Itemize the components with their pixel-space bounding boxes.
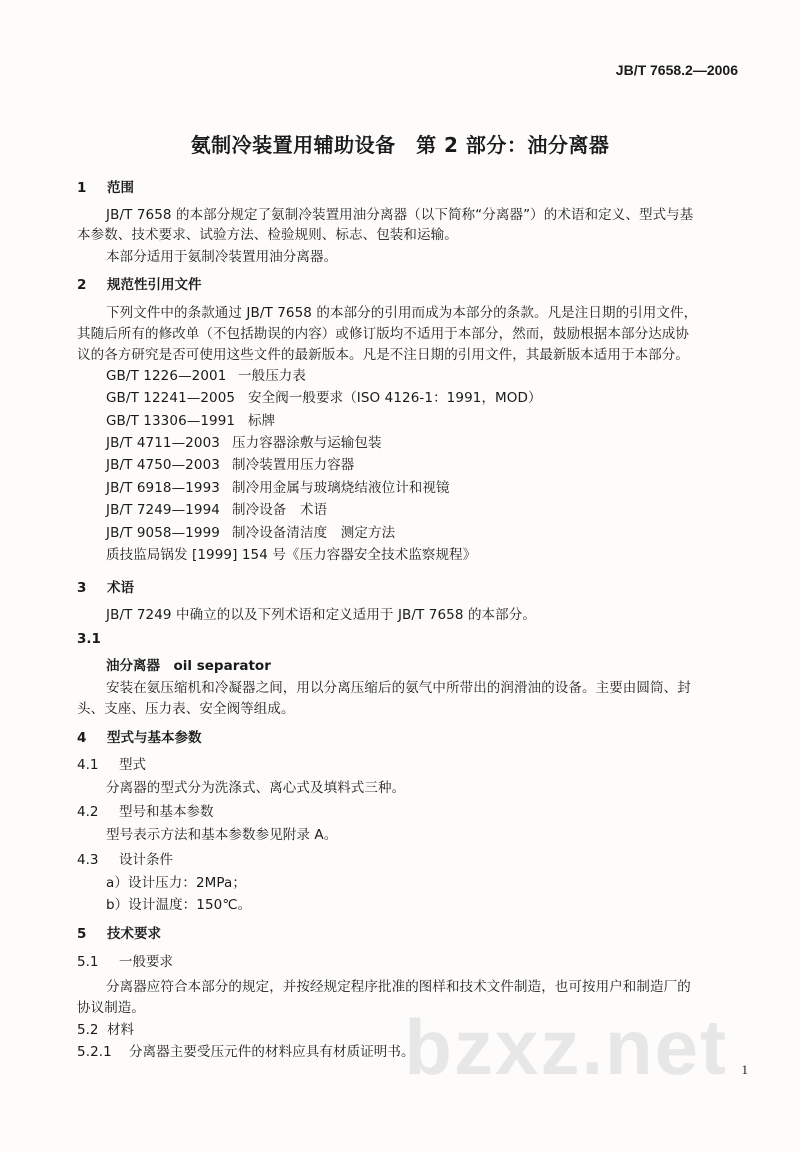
section-5-1-heading: 5.1 一般要求 <box>77 954 173 970</box>
reference-item: JB/T 4711—2003 压力容器涂敷与运输包装 <box>106 435 382 451</box>
section-2-para-1: 下列文件中的条款通过 JB/T 7658 的本部分的引用而成为本部分的条款。凡是注日期的引用文件， <box>106 305 698 321</box>
section-4-2-para: 型号表示方法和基本参数参见附录 A。 <box>106 827 338 843</box>
section-2-para-1-cont: 其随后所有的修改单（不包括勘误的内容）或修订版均不适用于本部分，然而，鼓励根据本部分达成协 <box>77 326 689 342</box>
section-3-heading: 3 术语 <box>77 580 134 596</box>
section-1-heading: 1 范围 <box>77 180 134 196</box>
reference-item-regulation: 质技监局锅发 [1999] 154 号《压力容器安全技术监察规程》 <box>106 547 477 563</box>
section-4-heading: 4 型式与基本参数 <box>77 730 202 746</box>
section-5-1-para-cont: 协议制造。 <box>77 1000 145 1016</box>
reference-item: GB/T 13306—1991 标牌 <box>106 413 276 429</box>
design-temperature: b）设计温度：150℃。 <box>106 897 252 913</box>
reference-item: GB/T 1226—2001 一般压力表 <box>106 368 306 384</box>
section-3-para-1: JB/T 7249 中确立的以及下列术语和定义适用于 JB/T 7658 的本部分。 <box>106 607 536 623</box>
section-4-1-heading: 4.1 型式 <box>77 757 146 773</box>
document-title: 氨制冷装置用辅助设备 第 2 部分：油分离器 <box>190 133 610 157</box>
section-2-heading: 2 规范性引用文件 <box>77 277 202 293</box>
section-4-3-heading: 4.3 设计条件 <box>77 852 173 868</box>
standard-code: JB/T 7658.2—2006 <box>615 62 738 78</box>
section-5-2-heading: 5.2 材料 <box>77 1022 134 1038</box>
watermark: bzxz.net <box>404 1003 728 1091</box>
page-number: 1 <box>741 1062 748 1077</box>
term-oil-separator: 油分离器 oil separator <box>106 658 271 674</box>
term-definition: 安装在氨压缩机和冷凝器之间，用以分离压缩后的氨气中所带出的润滑油的设备。主要由圆筒、封 <box>106 680 691 696</box>
section-4-2-heading: 4.2 型号和基本参数 <box>77 804 214 820</box>
section-1-para-1-cont: 本参数、技术要求、试验方法、检验规则、标志、包装和运输。 <box>77 227 458 243</box>
term-definition-cont: 头、支座、压力表、安全阀等组成。 <box>77 701 295 717</box>
reference-item: JB/T 7249—1994 制冷设备 术语 <box>106 502 328 518</box>
design-pressure: a）设计压力：2MPa； <box>106 875 247 891</box>
section-2-para-1-cont2: 议的各方研究是否可使用这些文件的最新版本。凡是不注日期的引用文件，其最新版本适用于本部分。 <box>77 347 689 363</box>
section-5-1-para: 分离器应符合本部分的规定，并按经规定程序批准的图样和技术文件制造，也可按用户和制造厂的 <box>106 979 691 995</box>
reference-item: JB/T 6918—1993 制冷用金属与玻璃烧结液位计和视镜 <box>106 480 450 496</box>
reference-item: GB/T 12241—2005 安全阀一般要求（ISO 4126-1：1991，MOD） <box>106 390 542 406</box>
section-1-para-1: JB/T 7658 的本部分规定了氨制冷装置用油分离器（以下简称“分离器”）的术语和定义、型式与基 <box>106 207 694 223</box>
section-5-2-1-para: 5.2.1 分离器主要受压元件的材料应具有材质证明书。 <box>77 1044 415 1060</box>
section-3-1-number: 3.1 <box>77 631 101 647</box>
section-4-1-para: 分离器的型式分为洗涤式、离心式及填料式三种。 <box>106 780 406 796</box>
reference-item: JB/T 4750—2003 制冷装置用压力容器 <box>106 457 355 473</box>
reference-item: JB/T 9058—1999 制冷设备清洁度 测定方法 <box>106 525 396 541</box>
section-1-para-2: 本部分适用于氨制冷装置用油分离器。 <box>106 249 338 265</box>
section-5-heading: 5 技术要求 <box>77 926 161 942</box>
